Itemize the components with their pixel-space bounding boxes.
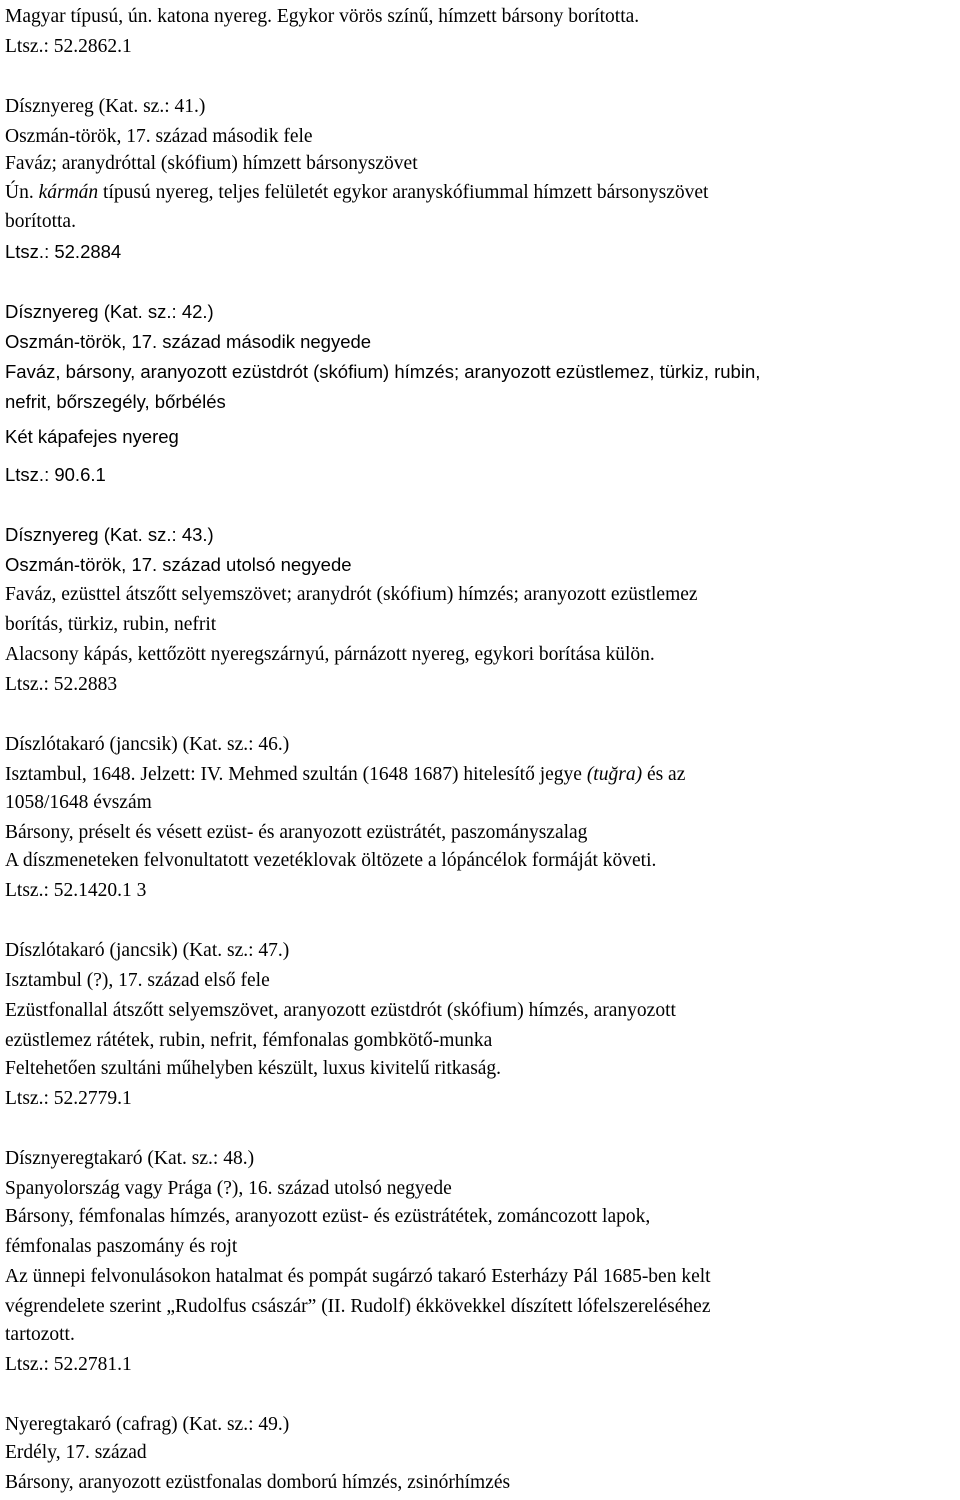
text-line (5, 643, 655, 667)
text-line (5, 300, 214, 324)
text-segment: Bársony, aranyozott ezüstfonalas domború hímzés, zsinórhímzés (5, 1472, 511, 1493)
text-segment: Bársony, préselt és vésett ezüst- és aranyozott ezüstrátét, paszományszalag (5, 822, 588, 843)
text-segment: Spanyolország vagy Prága (?), 16. század utolsó negyede (5, 1178, 452, 1199)
text-segment: borítás, türkiz, rubin, nefrit (5, 614, 217, 635)
text-segment: Díszlótakaró (jancsik) (Kat. sz.: 47.) (5, 940, 290, 961)
text-segment: Oszmán-török, 17. század második fele (5, 126, 313, 147)
text-line (5, 152, 418, 176)
text-segment: Ltsz.: 52.1420.1 3 (5, 880, 147, 901)
text-segment: Ltsz.: 52.2781.1 (5, 1354, 132, 1375)
text-segment: Bársony, fémfonalas hímzés, aranyozott ezüst- és ezüstrátétek, zománcozott lapok, (5, 1206, 651, 1227)
text-segment: borította. (5, 211, 76, 232)
text-line (5, 1471, 510, 1495)
text-segment: Dísznyereg (Kat. sz.: 43.) (5, 524, 214, 545)
text-line (5, 35, 132, 59)
text-segment: Isztambul (?), 17. század első fele (5, 970, 270, 991)
text-line (5, 181, 708, 205)
text-segment: A díszmeneteken felvonultatott vezetéklovak öltözete a lópáncélok formáját követi. (5, 850, 657, 871)
text-line (5, 5, 639, 29)
text-line (5, 1235, 237, 1259)
text-segment: végrendelete szerint „Rudolfus császár” (II. Rudolf) ékkövekkel díszített lófelszereléséhez (5, 1296, 711, 1317)
text-line (5, 849, 656, 873)
text-line (5, 791, 152, 815)
text-segment: Ltsz.: 90.6.1 (5, 464, 106, 485)
text-segment: Isztambul, 1648. Jelzett: IV. Mehmed szultán (1648 1687) hitelesítő jegye (5, 764, 587, 785)
text-line (5, 553, 352, 577)
text-line (5, 95, 205, 119)
text-line (5, 1057, 501, 1081)
text-line (5, 1177, 452, 1201)
text-segment: Ltsz.: 52.2779.1 (5, 1088, 132, 1109)
text-line (5, 1441, 147, 1465)
text-line (5, 360, 760, 384)
text-line (5, 733, 289, 757)
text-segment: és az (642, 764, 686, 785)
text-segment: tartozott. (5, 1324, 75, 1345)
text-line (5, 240, 121, 264)
text-line (5, 330, 371, 354)
text-line (5, 1323, 75, 1347)
text-segment: Nyeregtakaró (cafrag) (Kat. sz.: 49.) (5, 1414, 290, 1435)
text-segment: fémfonalas paszomány és rojt (5, 1236, 238, 1257)
text-segment: Oszmán-török, 17. század második negyede (5, 331, 372, 352)
text-segment: Faváz; aranydróttal (skófium) hímzett bársonyszövet (5, 153, 418, 174)
text-segment: Dísznyereg (Kat. sz.: 42.) (5, 301, 214, 322)
text-segment: Magyar típusú, ún. katona nyereg. Egykor vörös színű, hímzett bársony borította. (5, 6, 640, 27)
text-line (5, 463, 106, 487)
text-line (5, 125, 313, 149)
text-line (5, 1205, 650, 1229)
text-segment: Díszlótakaró (jancsik) (Kat. sz.: 46.) (5, 734, 290, 755)
text-segment: Faváz, ezüsttel átszőtt selyemszövet; aranydrót (skófium) hímzés; aranyozott ezüstlemez (5, 584, 698, 605)
text-line (5, 1413, 289, 1437)
text-segment: nefrit, bőrszegély, bőrbélés (5, 391, 226, 412)
text-line (5, 763, 685, 787)
text-segment: ezüstlemez rátétek, rubin, nefrit, fémfonalas gombkötő-munka (5, 1030, 493, 1051)
text-line (5, 1029, 492, 1053)
text-line (5, 939, 289, 963)
text-segment: Feltehetően szultáni műhelyben készült, luxus kivitelű ritkaság. (5, 1058, 502, 1079)
text-segment: típusú nyereg, teljes felületét egykor aranyskófiummal hímzett bársonyszövet (98, 182, 709, 203)
text-segment: 1058/1648 évszám (5, 792, 152, 813)
text-segment: Alacsony kápás, kettőzött nyeregszárnyú, párnázott nyereg, egykori borítása külön. (5, 644, 655, 665)
text-line (5, 969, 270, 993)
text-line (5, 210, 76, 234)
text-line (5, 390, 226, 414)
text-line (5, 999, 676, 1023)
text-line (5, 1295, 711, 1319)
italic-term: kármán (38, 182, 99, 203)
text-segment: Ltsz.: 52.2884 (5, 241, 122, 262)
text-segment: Erdély, 17. század (5, 1442, 147, 1463)
text-line (5, 673, 117, 697)
text-segment: Ltsz.: 52.2862.1 (5, 36, 132, 57)
text-segment: Faváz, bársony, aranyozott ezüstdrót (skófium) hímzés; aranyozott ezüstlemez, türkiz, rubin, (5, 361, 761, 382)
text-line (5, 1265, 711, 1289)
text-line (5, 583, 698, 607)
text-line (5, 613, 216, 637)
text-line (5, 523, 214, 547)
text-line (5, 1147, 254, 1171)
text-segment: Két kápafejes nyereg (5, 426, 179, 447)
text-line (5, 821, 587, 845)
text-segment: Az ünnepi felvonulásokon hatalmat és pompát sugárzó takaró Esterházy Pál 1685-ben kelt (5, 1266, 711, 1287)
text-segment: Ltsz.: 52.2883 (5, 674, 118, 695)
text-line (5, 425, 179, 449)
text-line (5, 879, 146, 903)
italic-term: (tuğra) (586, 764, 643, 785)
text-line (5, 1087, 132, 1111)
text-segment: Dísznyeregtakaró (Kat. sz.: 48.) (5, 1148, 255, 1169)
text-line (5, 1353, 132, 1377)
text-segment: Ún. (5, 182, 39, 203)
text-segment: Oszmán-török, 17. század utolsó negyede (5, 554, 352, 575)
text-segment: Ezüstfonallal átszőtt selyemszövet, aranyozott ezüstdrót (skófium) hímzés, aranyozott (5, 1000, 676, 1021)
text-segment: Dísznyereg (Kat. sz.: 41.) (5, 96, 206, 117)
